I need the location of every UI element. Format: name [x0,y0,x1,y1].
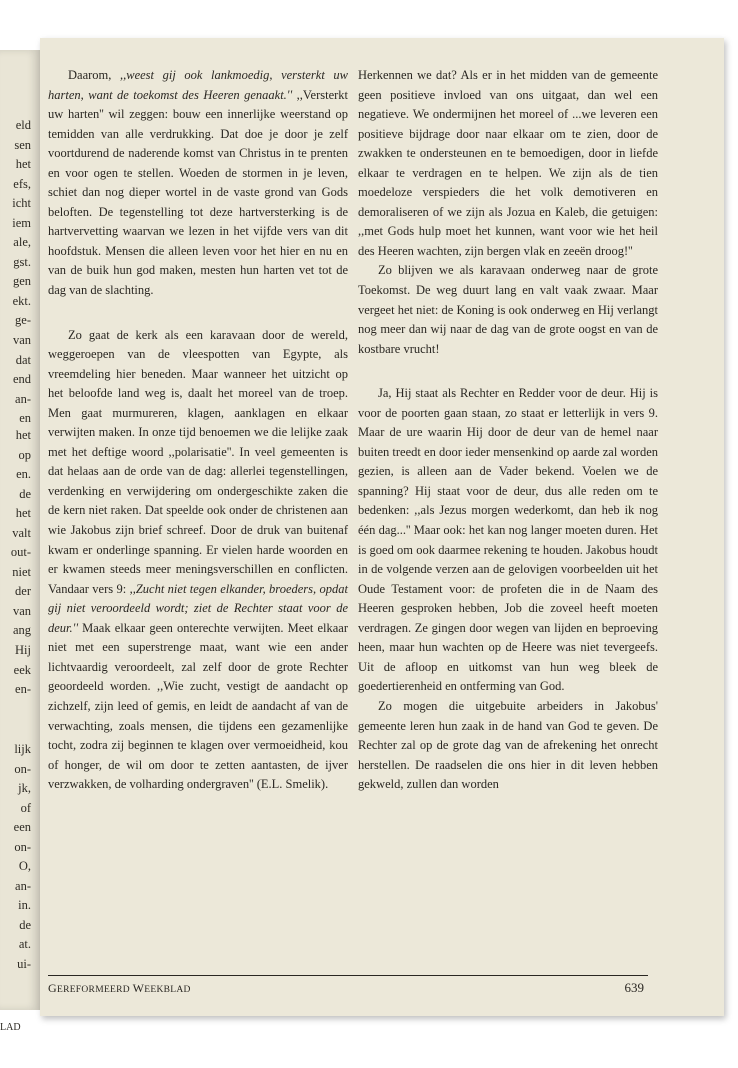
previous-page-line: van [12,333,31,348]
paragraph-text: Maak elkaar geen onterechte verwijten. Meet elkaar niet met een superstrenge maat, want wie een ander lichtvaardig veroordeelt, zal zelf door de grote Rechter geoordeeld worden. ,,Wie zucht, vestigt de aandacht op zichzelf, zijn leed of gemis, en leidt de aandacht af van de verwachting, zoals mensen, die tijdens een gezamenlijke tocht, zodra zij beginnen te klagen over vermoeidheid, kou of honger, de wil om door te zetten aantasten, de ijver verzwakken, de volharding ondergraven'' (E.L. Smelik). [48,620,348,792]
previous-page-line: sen [14,137,31,152]
paragraph: Ja, Hij staat als Rechter en Redder voor de deur. Hij is voor de poorten gaan staan, zo staat er letterlijk in vers 9. Maar de ure waarin Hij door de deur van de hemel naar buiten treedt en door ieder mensenkind op aarde zal worden gezien, is alleen aan de Vader bekend. Voelen we de spanning? Hij staat voor de deur, dus alle reden om te bedenken: ,,als Jezus morgen wederkomt, dan heb ik nog één dag...'' Maar ook: het kan nog langer moeten duren. Het is goed om ook daarmee rekening te houden. Jakobus houdt in de volgende verzen aan de gelovigen voorbeelden uit het Oude Testament voor: de profeten die in de Naam des Heeren gesproken hebben, Job die zoveel heeft moeten verdragen. Ze gingen door wegen van lijden en beproeving heen, maar hun wachten op de Heere was niet tevergeefs. Uit de afloop en uitkomst van hun weg bleek de goedertierenheid en ontferming van God. [358,386,658,694]
paragraph: Zo mogen die uitgebuite arbeiders in Jakobus' gemeente leren hun zaak in de hand van God te geven. De Rechter zal op de grote dag van de afrekening het onrecht herstellen. De raadselen die ons hier in dit leven hebben gekweld, zullen dan worden [358,698,658,792]
paragraph-text: Zo gaat de kerk als een karavaan door de wereld, weggeroepen van de vleespotten van Egypte, als vreemdeling hier beneden. Maar wanneer het uitzicht op het beloofde land weg is, daalt het moreel van de troep. Men gaat murmureren, klagen, aanklagen en elkaar verwijten maken. In onze tijd benoemen we die lelijke zaak met het deftige woord ,,polarisatie''. In veel gemeenten is dat helaas aan de orde van de dag: allerlei tegenstellingen, verdenking en verwijdering om ondergeschikte zaken die de kern niet raken. Dat speelde ook onder de christenen aan wie Jakobus zijn brief schreef. Door de druk van buitenaf kwam er onderlinge spanning. Er vielen harde woorden en er kwamen steeds meer meningsverschillen en conflicten. Vandaar vers 9: [48,327,348,596]
previous-page-line: O, [18,859,31,874]
previous-page-line: in. [18,898,31,913]
previous-page-line: ekt. [12,293,31,308]
previous-page-line: en. [16,467,31,482]
previous-page-line: out- [10,545,31,560]
page-number: 639 [624,980,644,995]
previous-page-line: icht [12,196,31,211]
previous-page-line: iem [12,215,31,230]
paragraph-text: ,,Versterkt uw harten'' wil zeggen: bouw een innerlijke weerstand op temidden van alle verdrukking. Dat doe je door je zelf voortdurend de naderende komst van Christus in te prenten en voor ogen te stellen. Woeden de stormen in je leven, schiet dan nog dieper wortel in de vaste grond van Gods beloften. De tegenstelling tot deze hartversterking is de hartvervetting waarvan we lezen in het vijfde vers van dit hoofdstuk. Mensen die alleen leven voor het hier en nu en van de buik hun god maken, mesten hun harten vet tot de dag van de slachting. [48,87,349,298]
paragraph [48,326,348,795]
previous-page-line: gen [12,274,31,289]
scripture-quote: ,,weest gij ook lankmoedig, versterkt uw harten, want de toekomst des Heeren genaakt.'' [48,68,348,102]
previous-page-line: of [20,800,31,815]
previous-page-line: Hij [15,643,31,658]
previous-page-line: het [15,506,31,521]
right-column [358,66,658,795]
footer-rule [48,975,648,976]
previous-page-line: dat [15,352,31,367]
previous-page-line: de [19,917,31,932]
previous-page-line: on- [14,839,31,854]
previous-page-line: ale, [13,235,31,250]
paragraph-text: Daarom, [68,68,120,82]
previous-page-column-fragment [1,426,31,700]
previous-page-line: der [15,584,31,599]
previous-page-line: lijk [14,742,31,756]
previous-page-line: ge- [15,313,31,328]
previous-page-line: an- [15,391,31,406]
previous-page-line: jk, [18,781,31,796]
previous-page-edge [0,50,41,1033]
previous-page-line: at. [18,937,31,952]
previous-page-line: efs, [13,176,31,191]
previous-page-line: valt [12,525,31,540]
previous-page-line: eld [15,118,31,132]
paragraph: Herkennen we dat? Als er in het midden van de gemeente geen positieve invloed van ons uitgaat, dan wel een negatieve. We ondermijnen het moreel of ...we leveren een positieve bijdrage door naar elkaar om te zien, door de zwakken te ondersteunen en te bemoedigen, door in liefde elkaar te verdragen en te helpen. We zijn als de tien moedeloze verspieders die het volk demotiveren en demoraliseren of we zijn als Jozua en Kaleb, die getuigen: ,,met Gods hulp moet het kunnen, want voor wie het heil des Heeren wachten, zijn bergen vlak en zeeën droog!'' [358,68,658,258]
paragraph [48,66,348,301]
publication-title: GEREFORMEERD WEEKBLAD [48,981,191,995]
previous-page-line: ang [12,623,31,638]
previous-page-line: eek [13,662,31,677]
previous-page-line: en [19,411,31,426]
previous-page-line: het [15,157,31,172]
previous-page-line: end [12,372,31,387]
previous-page-line: de [19,486,31,501]
previous-page-line: een [13,820,31,835]
previous-page-line: en- [15,682,31,697]
previous-page-footer: LAD [0,1022,21,1033]
magazine-page [40,38,724,1016]
previous-page-column-fragment [1,740,31,975]
paragraph: Zo blijven we als karavaan onderweg naar de grote Toekomst. De weg duurt lang en valt vaak zwaar. Maar vergeet het niet: de Koning is ook onderweg en Hij verlangt nog meer dan wij naar de dag van de grote oogst en van de kostbare vrucht! [358,263,658,356]
previous-page-line: an- [15,878,31,893]
scripture-quote: ,,Zucht niet tegen elkander, broeders, opdat gij niet veroordeeld wordt; ziet de Rechter staat voor de deur.'' [48,581,348,635]
previous-page-line: ui- [17,957,31,972]
previous-page-line: op [18,447,31,462]
left-column [48,66,348,795]
previous-page-line: gst. [13,254,31,269]
previous-page-line: niet [12,564,31,579]
previous-page-line: het [15,428,31,442]
previous-page-line: van [12,603,31,618]
previous-page-column-fragment [1,116,31,429]
previous-page-line: on- [14,761,31,776]
